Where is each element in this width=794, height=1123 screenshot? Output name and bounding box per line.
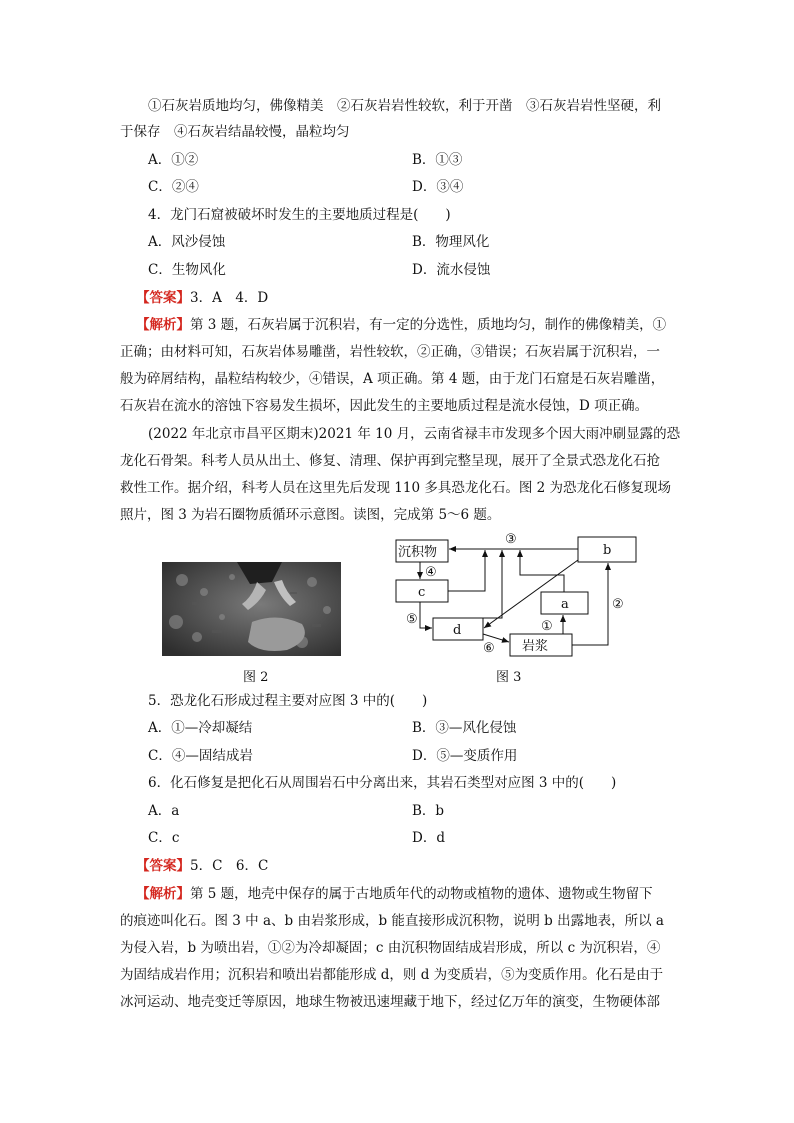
explain-1-line2: 正确；由材料可知，石灰岩体易雕凿，岩性较软，②正确，③错误；石灰岩属于沉积岩，一 [120,344,660,360]
arrow-4-label: ④ [425,565,437,580]
q3-stem-line1: ①石灰岩质地均匀，佛像精美 ②石灰岩岩性较软，利于开凿 ③石灰岩岩性坚硬，利 [148,98,661,114]
figure2-caption: 图 2 [243,670,269,685]
q3-option-a: A．①② [148,152,199,168]
explain-label: 【解析】 [136,886,190,902]
q4-option-a: A．风沙侵蚀 [148,234,226,250]
explain-text: 第 3 题，石灰岩属于沉积岩，有一定的分选性，质地均匀，制作的佛像精美，① [190,317,667,333]
material-line4: 照片，图 3 为岩石圈物质循环示意图。读图，完成第 5～6 题。 [120,507,501,523]
explain-2-line4: 为固结成岩作用；沉积岩和喷出岩都能形成 d，则 d 为变质岩，⑤为变质作用。化石是由于 [120,967,664,983]
q6-option-c: C．c [148,830,180,846]
q6-stem: 6．化石修复是把化石从周围岩石中分离出来，其岩石类型对应图 3 中的( ) [148,775,617,791]
q3-option-b: B．①③ [412,152,463,168]
explain-text: 第 5 题，地壳中保存的属于古地质年代的动物或植物的遗体、遗物或生物留下 [190,886,653,902]
a-label: a [561,597,569,612]
q5-option-a: A．①—冷却凝结 [148,720,253,736]
explain-2-line5: 冰河运动、地壳变迁等原因，地球生物被迅速埋藏于地下，经过亿万年的演变，生物硬体部 [120,994,660,1010]
c-label: c [418,585,426,600]
magma-label: 岩浆 [522,639,549,654]
explain-1-line4: 石灰岩在流水的溶蚀下容易发生损坏，因此发生的主要地质过程是流水侵蚀，D 项正确。 [120,398,649,414]
material-line3: 救性工作。据介绍，科考人员在这里先后发现 110 多具恐龙化石。图 2 为恐龙化石修复现场 [120,480,672,496]
q6-option-b: B．b [412,803,445,819]
answer-label: 【答案】 [136,858,190,874]
arrow-3-label: ③ [505,532,517,547]
arrow-2-label: ② [612,597,624,612]
arrow-6-label: ⑥ [483,641,495,656]
figure3-caption: 图 3 [496,670,522,685]
q3-stem-line2: 于保存 ④石灰岩结晶较慢，晶粒均匀 [120,124,350,140]
q3-option-c: C．②④ [148,179,199,195]
b-label: b [603,543,612,558]
material-line1: (2022 年北京市昌平区期末)2021 年 10 月，云南省禄丰市发现多个因大雨冲刷显露的恐 [148,426,681,442]
arrow-5-label: ⑤ [406,612,418,627]
explain-2-line1 [136,884,653,904]
material-line2: 龙化石骨架。科考人员从出土、修复、清理、保护再到完整呈现，展开了全景式恐龙化石抢 [120,453,660,469]
d-label: d [453,623,462,638]
answer-label: 【答案】 [136,290,190,306]
explain-2-line2: 的痕迹叫化石。图 3 中 a、b 由岩浆形成，b 能直接形成沉积物，说明 b 出露地表，所以 a [120,913,664,929]
q5-option-c: C．④—固结成岩 [148,748,253,764]
explain-label: 【解析】 [136,317,190,333]
q4-option-d: D．流水侵蚀 [412,262,491,278]
arrow-1-label: ① [541,619,553,634]
q5-option-b: B．③—风化侵蚀 [412,720,517,736]
answer-text: 3．A 4．D [190,290,269,306]
explain-2-line3: 为侵入岩，b 为喷出岩，①②为冷却凝固；c 由沉积物固结成岩形成，所以 c 为沉积岩，④ [120,940,661,956]
q6-option-a: A．a [148,803,180,819]
q3-option-d: D．③④ [412,179,464,195]
sediment-label: 沉积物 [398,545,438,560]
explain-1-line3: 般为碎屑结构，晶粒结构较少，④错误，A 项正确。第 4 题，由于龙门石窟是石灰岩雕凿， [120,371,665,387]
q5-stem: 5．恐龙化石形成过程主要对应图 3 中的( ) [148,693,428,709]
q4-option-b: B．物理风化 [412,234,490,250]
answer-2 [136,856,268,876]
q6-option-d: D．d [412,830,445,846]
answer-text: 5．C 6．C [190,858,269,874]
q5-option-d: D．⑤—变质作用 [412,748,518,764]
q4-stem: 4．龙门石窟被破坏时发生的主要地质过程是( ) [148,207,451,223]
q4-option-c: C．生物风化 [148,262,226,278]
